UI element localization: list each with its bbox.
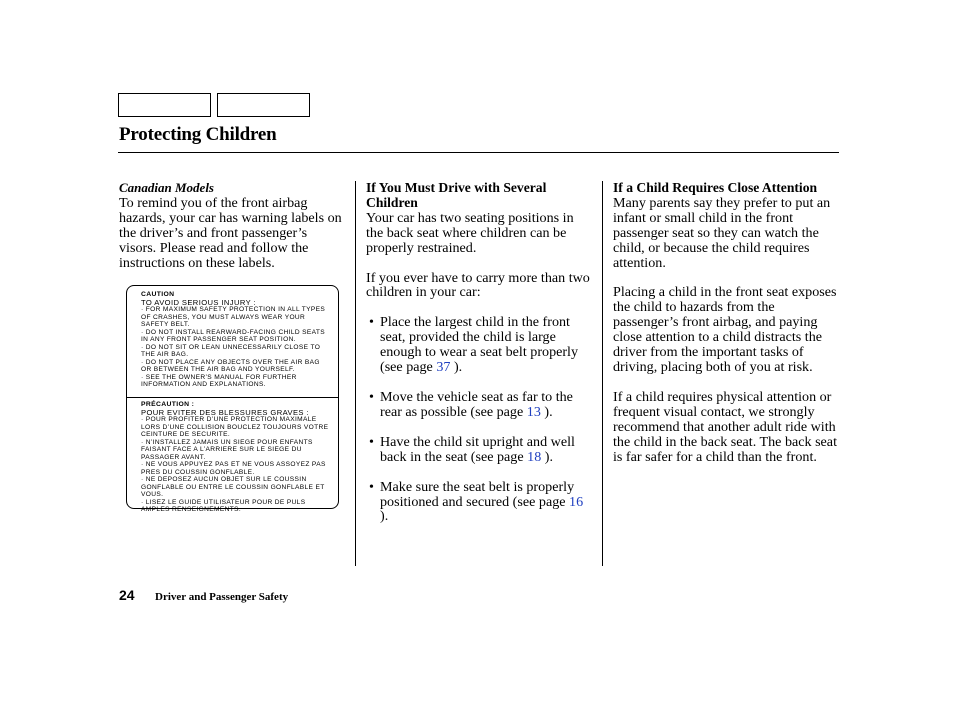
nav-tab-next[interactable] (217, 93, 310, 117)
warning-label-item-fr: · NE DEPOSEZ AUCUN OBJET SUR LE COUSSIN GONFLABLE OU ENTRE LE COUSSIN GONFLABLE ET VOUS. (141, 476, 325, 498)
page-link-16[interactable]: 16 (569, 493, 584, 510)
page-link-13[interactable]: 13 (526, 403, 541, 420)
list-item: • Place the largest child in the front seat, provided the child is large enough to wear a seat belt properly (see page 37 ). (369, 314, 579, 376)
warning-label-item-fr: · N’INSTALLEZ JAMAIS UN SIEGE POUR ENFANTS FAISANT FACE A L’ARRIERE SUR LE SIEGE DU PASSAGER AVANT. (141, 438, 313, 461)
warning-label-divider (127, 397, 338, 398)
page-number: 24 (119, 587, 135, 603)
warning-label-item: · FOR MAXIMUM SAFETY PROTECTION IN ALL TYPES OF CRASHES, YOU MUST ALWAYS WEAR YOUR SAFETY BELT. (141, 306, 326, 328)
warning-label-precaution: PRÉCAUTION : (141, 401, 195, 408)
page-link-37[interactable]: 37 (436, 359, 451, 376)
canadian-models-heading: Canadian Models (119, 180, 214, 195)
section-name: Driver and Passenger Safety (155, 591, 289, 603)
page-title: Protecting Children (119, 124, 277, 145)
warning-label-item-fr: · LISEZ LE GUIDE UTILISATEUR POUR DE PULS AMPLES RENSEIGNEMENTS. (141, 498, 306, 513)
column-canadian-models (119, 181, 345, 270)
warning-label-item: · DO NOT SIT OR LEAN UNNECESSARILY CLOSE TO THE AIR BAG. (141, 343, 321, 358)
warning-label-caution: CAUTION (141, 291, 175, 298)
close-attention-para: Many parents say they prefer to put an infant or small child in the front passenger seat so they can watch the child, or because the child requires attention. (613, 194, 831, 271)
close-attention-para: Placing a child in the front seat exposes the child to hazards from the passenger’s front airbag, and paying close attention to a child distracts the driver from the important tasks of driving, placing both of you at risk. (613, 284, 837, 375)
warning-label-item-fr: · POUR PROFITER D’UNE PROTECTION MAXIMALE LORS D’UNE COLLISION BOUCLEZ TOUJOURS VOTRE CEINTURE DE SECURITE. (141, 416, 329, 438)
warning-label-subheading: TO AVOID SERIOUS INJURY : (141, 297, 256, 307)
warning-label-french (141, 401, 331, 514)
column-divider (602, 181, 603, 566)
several-children-para: Your car has two seating positions in the back seat where children can be properly restrained. (366, 209, 574, 256)
column-close-attention (613, 181, 841, 464)
bullet-icon: • (369, 314, 374, 331)
warning-label-item: · DO NOT INSTALL REARWARD-FACING CHILD SEATS IN ANY FRONT PASSENGER SEAT POSITION. (141, 328, 326, 343)
column-divider (355, 181, 356, 566)
close-attention-heading: If a Child Requires Close Attention (613, 180, 818, 195)
canadian-models-body: To remind you of the front airbag hazards, your car has warning labels on the driver’s and front passenger’s visors. Please read and follow the instructions on these labels. (119, 194, 342, 271)
warning-label-subheading-fr: POUR EVITER DES BLESSURES GRAVES : (141, 407, 309, 417)
warning-label-item: · DO NOT PLACE ANY OBJECTS OVER THE AIR BAG OR BETWEEN THE AIR BAG AND YOURSELF. (141, 358, 320, 373)
several-children-list (366, 315, 594, 524)
nav-tab-previous[interactable] (118, 93, 211, 117)
list-item: • Move the vehicle seat as far to the rear as possible (see page 13 ). (369, 388, 573, 420)
bullet-icon: • (369, 478, 374, 495)
bullet-icon: • (369, 433, 374, 450)
several-children-heading: If You Must Drive with Several Children (366, 180, 547, 210)
warning-label-item: · SEE THE OWNER’S MANUAL FOR FURTHER INFORMATION AND EXPLANATIONS. (141, 373, 297, 388)
list-item: • Make sure the seat belt is properly positioned and secured (see page 16 ). (369, 478, 584, 525)
several-children-para: If you ever have to carry more than two children in your car: (366, 269, 590, 301)
close-attention-para: If a child requires physical attention or frequent visual contact, we strongly recommend that another adult ride with the child in the back seat. The back seat is far safer for a child than the front. (613, 388, 837, 465)
title-divider (118, 152, 839, 153)
column-several-children (366, 181, 594, 539)
warning-label-english (141, 291, 331, 389)
bullet-icon: • (369, 388, 374, 405)
page-link-18[interactable]: 18 (527, 448, 542, 465)
warning-label-item-fr: · NE VOUS APPUYEZ PAS ET NE VOUS ASSOYEZ PAS PRES DU COUSSIN GONFLABLE. (141, 461, 326, 476)
airbag-warning-label (126, 285, 339, 513)
list-item: • Have the child sit upright and well back in the seat (see page 18 ). (369, 433, 575, 465)
